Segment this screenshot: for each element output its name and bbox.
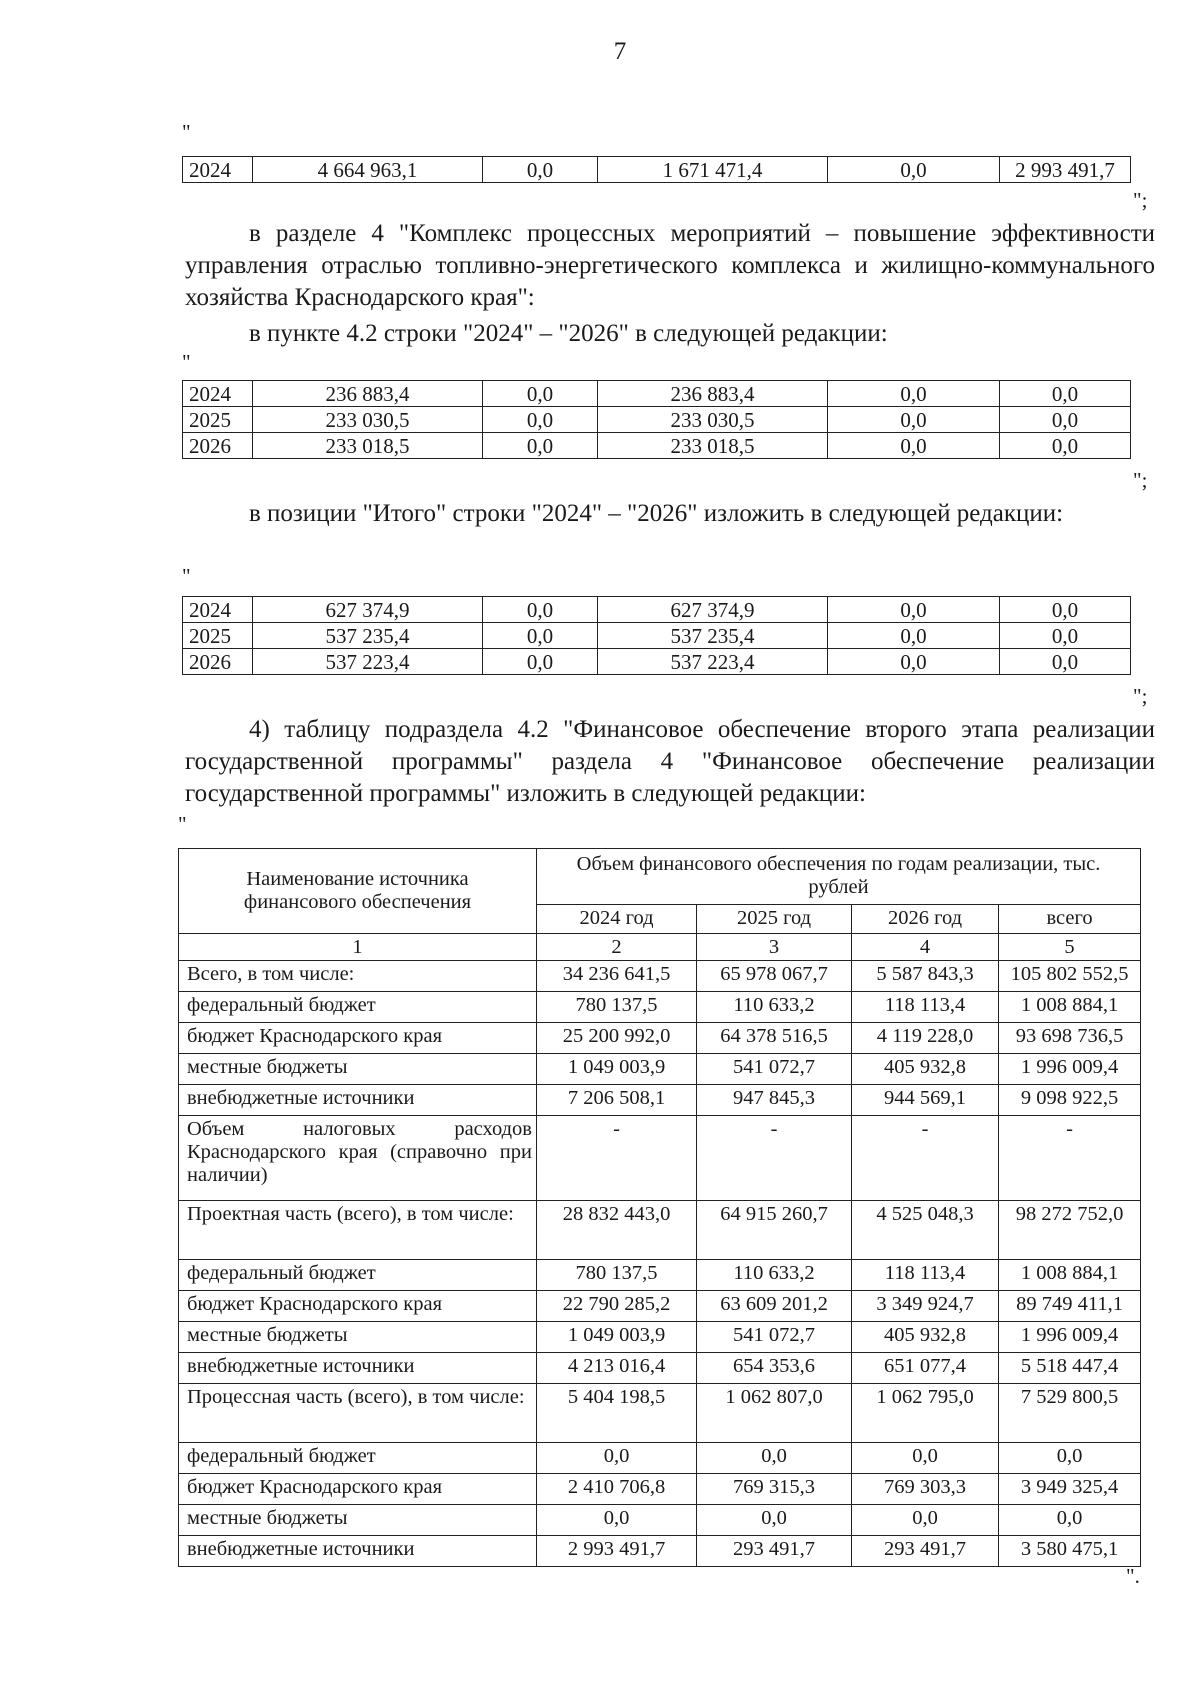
- row-label: Процессная часть (всего), в том числе:: [179, 1384, 537, 1443]
- table-cell: 537 235,4: [253, 623, 483, 649]
- header-total: всего: [999, 904, 1141, 933]
- value-cell: 0,0: [697, 1443, 852, 1474]
- value-cell: 5 404 198,5: [537, 1384, 697, 1443]
- table-cell: 0,0: [1000, 407, 1131, 433]
- table-cell: 0,0: [1000, 623, 1131, 649]
- quote-close-3: ";: [1133, 684, 1148, 708]
- table-cell: 0,0: [828, 433, 1000, 459]
- value-cell: 541 072,7: [697, 1322, 852, 1353]
- table-row: [179, 1023, 1141, 1054]
- value-cell: 3 580 475,1: [999, 1536, 1141, 1567]
- table-cell: 0,0: [828, 157, 1000, 183]
- value-cell: 1 008 884,1: [999, 992, 1141, 1023]
- table-cell: 0,0: [1000, 649, 1131, 675]
- header-source: Наименование источника финансового обеспечения: [179, 849, 537, 934]
- quote-open-2: ": [182, 350, 191, 374]
- value-cell: 293 491,7: [852, 1536, 999, 1567]
- header-year: 2024 год: [537, 904, 697, 933]
- table-row: [179, 1353, 1141, 1384]
- table-row: [179, 992, 1141, 1023]
- table-cell: 233 030,5: [253, 407, 483, 433]
- paragraph-section-4: в разделе 4 "Комплекс процессных мероприятий – повышение эффективности управления отраслью топливно-энергетического комплекса и жилищно-коммунального хозяйства Краснодарского края":: [185, 220, 1155, 311]
- row-label: федеральный бюджет: [179, 992, 537, 1023]
- table-cell: 233 018,5: [598, 433, 828, 459]
- table-cell: 236 883,4: [598, 381, 828, 407]
- table-cell: 2025: [183, 623, 253, 649]
- quote-close-1: ";: [1133, 188, 1148, 212]
- table-cell: 2026: [183, 433, 253, 459]
- paragraph-subsection-4-2: 4) таблицу подраздела 4.2 "Финансовое обеспечение второго этапа реализации государственной программы" раздела 4 "Финансовое обеспечение реализации государственной программы" изложить в следующей редакции:: [185, 716, 1155, 807]
- index-cell: 5: [999, 934, 1141, 961]
- table-cell: 0,0: [483, 381, 598, 407]
- value-cell: 118 113,4: [852, 992, 999, 1023]
- value-cell: 1 996 009,4: [999, 1322, 1141, 1353]
- value-cell: 7 529 800,5: [999, 1384, 1141, 1443]
- table-cell: 0,0: [828, 597, 1000, 623]
- header-volume: Объем финансового обеспечения по годам реализации, тыс. рублей: [537, 849, 1141, 905]
- value-cell: 541 072,7: [697, 1054, 852, 1085]
- quote-open-3: ": [182, 564, 191, 588]
- table-cell: 2025: [183, 407, 253, 433]
- table-row: [183, 597, 1131, 623]
- value-cell: 654 353,6: [697, 1353, 852, 1384]
- value-cell: 89 749 411,1: [999, 1291, 1141, 1322]
- value-cell: -: [537, 1116, 697, 1201]
- table-cell: 0,0: [483, 157, 598, 183]
- page-number: 7: [613, 38, 627, 65]
- value-cell: 34 236 641,5: [537, 961, 697, 992]
- value-cell: 9 098 922,5: [999, 1085, 1141, 1116]
- value-cell: 1 049 003,9: [537, 1322, 697, 1353]
- value-cell: 4 119 228,0: [852, 1023, 999, 1054]
- table-cell: 2 993 491,7: [1000, 157, 1131, 183]
- table-cell: 0,0: [828, 623, 1000, 649]
- quote-close-final: ".: [1126, 1564, 1140, 1588]
- value-cell: 28 832 443,0: [537, 1201, 697, 1260]
- table-itogo: [182, 596, 1131, 675]
- finance-table-body: [179, 961, 1141, 1567]
- table-row: [179, 961, 1141, 992]
- row-label: бюджет Краснодарского края: [179, 1291, 537, 1322]
- table-item-4-2: [182, 380, 1131, 459]
- value-cell: 105 802 552,5: [999, 961, 1141, 992]
- value-cell: 98 272 752,0: [999, 1201, 1141, 1260]
- table-row: [179, 1474, 1141, 1505]
- value-cell: 5 518 447,4: [999, 1353, 1141, 1384]
- row-label: местные бюджеты: [179, 1505, 537, 1536]
- table-cell: 233 030,5: [598, 407, 828, 433]
- table-row: [179, 1322, 1141, 1353]
- table-cell: 0,0: [828, 381, 1000, 407]
- table-cell: 627 374,9: [598, 597, 828, 623]
- value-cell: 63 609 201,2: [697, 1291, 852, 1322]
- table-cell: 236 883,4: [253, 381, 483, 407]
- table-row: [183, 407, 1131, 433]
- value-cell: 780 137,5: [537, 1260, 697, 1291]
- table-cell: 2026: [183, 649, 253, 675]
- value-cell: 1 062 807,0: [697, 1384, 852, 1443]
- quote-close-2: ";: [1133, 468, 1148, 492]
- value-cell: -: [852, 1116, 999, 1201]
- value-cell: 1 996 009,4: [999, 1054, 1141, 1085]
- table-cell: 627 374,9: [253, 597, 483, 623]
- quote-open-1: ": [182, 120, 191, 144]
- header-year: 2025 год: [697, 904, 852, 933]
- value-cell: 405 932,8: [852, 1322, 999, 1353]
- row-label: местные бюджеты: [179, 1322, 537, 1353]
- value-cell: 64 915 260,7: [697, 1201, 852, 1260]
- value-cell: 4 525 048,3: [852, 1201, 999, 1260]
- value-cell: 944 569,1: [852, 1085, 999, 1116]
- index-cell: 3: [697, 934, 852, 961]
- value-cell: 65 978 067,7: [697, 961, 852, 992]
- row-label: Объем налоговых расходов Краснодарского края (справочно при наличии): [179, 1116, 537, 1201]
- table-row: [179, 1201, 1141, 1260]
- table-cell: 0,0: [483, 597, 598, 623]
- value-cell: 769 315,3: [697, 1474, 852, 1505]
- table-cell: 0,0: [828, 649, 1000, 675]
- table-row: [179, 1384, 1141, 1443]
- index-cell: 4: [852, 934, 999, 961]
- finance-header-row: [179, 849, 1141, 905]
- value-cell: 2 993 491,7: [537, 1536, 697, 1567]
- table-row: [179, 1054, 1141, 1085]
- finance-table: [178, 848, 1141, 1567]
- value-cell: 22 790 285,2: [537, 1291, 697, 1322]
- row-label: Проектная часть (всего), в том числе:: [179, 1201, 537, 1260]
- value-cell: 7 206 508,1: [537, 1085, 697, 1116]
- value-cell: 651 077,4: [852, 1353, 999, 1384]
- table-cell: 0,0: [828, 407, 1000, 433]
- value-cell: 405 932,8: [852, 1054, 999, 1085]
- table-row: [183, 623, 1131, 649]
- table-cell: 0,0: [1000, 597, 1131, 623]
- quote-open-4: ": [178, 812, 187, 836]
- value-cell: 93 698 736,5: [999, 1023, 1141, 1054]
- finance-index-row: [179, 934, 1141, 961]
- row-label: внебюджетные источники: [179, 1085, 537, 1116]
- table-cell: 0,0: [1000, 381, 1131, 407]
- header-year: 2026 год: [852, 904, 999, 933]
- value-cell: 780 137,5: [537, 992, 697, 1023]
- paragraph-item-4-2: в пункте 4.2 строки "2024" – "2026" в следующей редакции:: [249, 320, 888, 347]
- value-cell: -: [697, 1116, 852, 1201]
- table-cell: 2024: [183, 597, 253, 623]
- value-cell: 0,0: [999, 1505, 1141, 1536]
- value-cell: 3 949 325,4: [999, 1474, 1141, 1505]
- table-row: [179, 1085, 1141, 1116]
- index-cell: 2: [537, 934, 697, 961]
- table-row: [179, 1291, 1141, 1322]
- value-cell: 2 410 706,8: [537, 1474, 697, 1505]
- table-cell: 2024: [183, 157, 253, 183]
- table-cell: 0,0: [483, 433, 598, 459]
- table-row: [183, 381, 1131, 407]
- row-label: федеральный бюджет: [179, 1260, 537, 1291]
- table-cell: 2024: [183, 381, 253, 407]
- table-cell: 233 018,5: [253, 433, 483, 459]
- table-row: [179, 1116, 1141, 1201]
- row-label: бюджет Краснодарского края: [179, 1474, 537, 1505]
- value-cell: 64 378 516,5: [697, 1023, 852, 1054]
- row-label: внебюджетные источники: [179, 1353, 537, 1384]
- table-cell: 537 223,4: [598, 649, 828, 675]
- value-cell: 947 845,3: [697, 1085, 852, 1116]
- value-cell: 0,0: [999, 1443, 1141, 1474]
- table-cell: 0,0: [1000, 433, 1131, 459]
- value-cell: 1 049 003,9: [537, 1054, 697, 1085]
- row-label: бюджет Краснодарского края: [179, 1023, 537, 1054]
- table-cell: 0,0: [483, 623, 598, 649]
- table-cell: 537 223,4: [253, 649, 483, 675]
- value-cell: 293 491,7: [697, 1536, 852, 1567]
- value-cell: 0,0: [697, 1505, 852, 1536]
- value-cell: 769 303,3: [852, 1474, 999, 1505]
- value-cell: -: [999, 1116, 1141, 1201]
- table-row: [179, 1505, 1141, 1536]
- value-cell: 5 587 843,3: [852, 961, 999, 992]
- value-cell: 0,0: [537, 1505, 697, 1536]
- value-cell: 110 633,2: [697, 1260, 852, 1291]
- table-row: [179, 1443, 1141, 1474]
- value-cell: 0,0: [537, 1443, 697, 1474]
- value-cell: 118 113,4: [852, 1260, 999, 1291]
- table-cell: 4 664 963,1: [253, 157, 483, 183]
- table-row: [179, 1536, 1141, 1567]
- table-cell: 1 671 471,4: [598, 157, 828, 183]
- row-label: федеральный бюджет: [179, 1443, 537, 1474]
- table-cell: 537 235,4: [598, 623, 828, 649]
- value-cell: 3 349 924,7: [852, 1291, 999, 1322]
- table-row: [183, 433, 1131, 459]
- table-2024-row: [182, 156, 1131, 183]
- table-row: [183, 649, 1131, 675]
- value-cell: 1 008 884,1: [999, 1260, 1141, 1291]
- row-label: Всего, в том числе:: [179, 961, 537, 992]
- index-cell: 1: [179, 934, 537, 961]
- value-cell: 0,0: [852, 1443, 999, 1474]
- value-cell: 1 062 795,0: [852, 1384, 999, 1443]
- value-cell: 25 200 992,0: [537, 1023, 697, 1054]
- value-cell: 4 213 016,4: [537, 1353, 697, 1384]
- value-cell: 0,0: [852, 1505, 999, 1536]
- row-label: местные бюджеты: [179, 1054, 537, 1085]
- table-cell: 0,0: [483, 649, 598, 675]
- row-label: внебюджетные источники: [179, 1536, 537, 1567]
- paragraph-itogo: в позиции "Итого" строки "2024" – "2026" изложить в следующей редакции:: [249, 500, 1064, 527]
- value-cell: 110 633,2: [697, 992, 852, 1023]
- table-cell: 0,0: [483, 407, 598, 433]
- table-row: [179, 1260, 1141, 1291]
- table-row: [183, 157, 1131, 183]
